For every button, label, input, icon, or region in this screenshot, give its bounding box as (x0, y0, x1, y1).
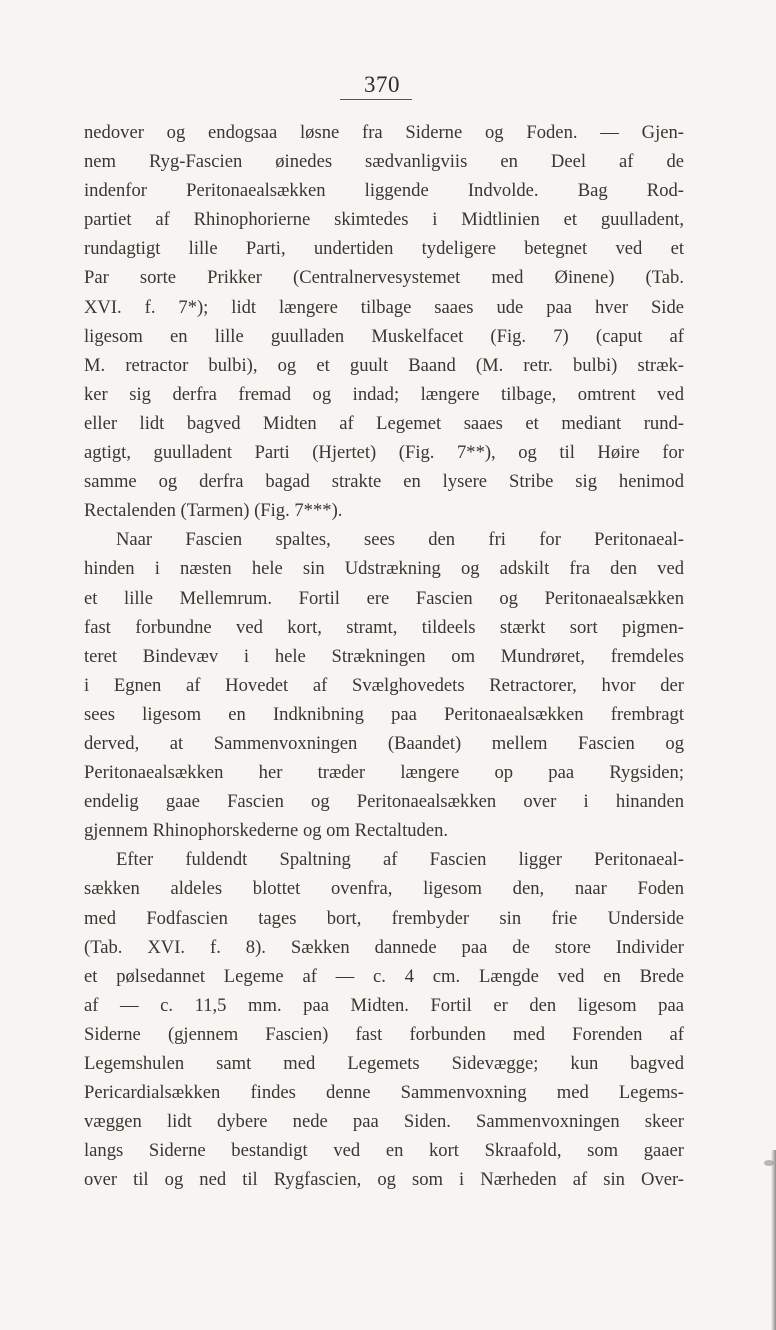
text-line: Rectalenden (Tarmen) (Fig. 7***). (84, 500, 343, 522)
text-line: derved, at Sammenvoxningen (Baandet) mellem Fascien og (84, 732, 684, 754)
text-line: ker sig derfra fremad og indad; længere tilbage, omtrent ved (84, 383, 684, 405)
page-number-rule (340, 99, 412, 100)
text-line: (Tab. XVI. f. 8). Sækken dannede paa de store Individer (84, 936, 684, 958)
text-line: Par sorte Prikker (Centralnervesystemet med Øinene) (Tab. (84, 267, 684, 289)
text-line: i Egnen af Hovedet af Svælghovedets Retractorer, hvor der (84, 674, 684, 696)
text-line: fast forbundne ved kort, stramt, tildeels stærkt sort pigmen- (84, 616, 684, 638)
text-line: hinden i næsten hele sin Udstrækning og adskilt fra den ved (84, 558, 684, 580)
text-line: teret Bindevæv i hele Strækningen om Mundrøret, fremdeles (84, 645, 684, 667)
scan-speck (764, 1160, 774, 1166)
text-line: med Fodfascien tages bort, frembyder sin frie Underside (84, 907, 684, 929)
text-line: et lille Mellemrum. Fortil ere Fascien og Peritonaealsækken (84, 587, 684, 609)
text-line: af — c. 11,5 mm. paa Midten. Fortil er den ligesom paa (84, 994, 684, 1016)
text-line: agtigt, guulladent Parti (Hjertet) (Fig. 7**), og til Høire for (84, 442, 684, 464)
text-line: rundagtigt lille Parti, undertiden tydeligere betegnet ved et (84, 238, 684, 260)
text-line: Pericardialsækken findes denne Sammenvoxning med Legems- (84, 1082, 684, 1104)
text-line: eller lidt bagved Midten af Legemet saaes et mediant rund- (84, 412, 684, 434)
body-text (84, 118, 684, 1194)
text-line: samme og derfra bagad strakte en lysere Stribe sig henimod (84, 471, 684, 493)
text-line: XVI. f. 7*); lidt længere tilbage saaes ude paa hver Side (84, 296, 684, 318)
text-line: nedover og endogsaa løsne fra Siderne og Foden. — Gjen- (84, 122, 684, 143)
page-number: 370 (364, 72, 400, 97)
text-line: partiet af Rhinophorierne skimtedes i Midtlinien et guulladent, (84, 209, 684, 231)
text-line: væggen lidt dybere nede paa Siden. Sammenvoxningen skeer (84, 1111, 684, 1133)
scan-edge-shadow (771, 1150, 776, 1330)
text-line: et pølsedannet Legeme af — c. 4 cm. Længde ved en Brede (84, 965, 684, 987)
text-line: ligesom en lille guulladen Muskelfacet (Fig. 7) (caput af (84, 325, 684, 347)
text-line: indenfor Peritonaealsækken liggende Indvolde. Bag Rod- (84, 180, 684, 202)
text-line: sees ligesom en Indknibning paa Peritonaealsækken frembragt (84, 703, 684, 725)
text-line: Naar Fascien spaltes, sees den fri for Peritonaeal- (116, 529, 684, 551)
text-line: sækken aldeles blottet ovenfra, ligesom den, naar Foden (84, 878, 684, 900)
text-line: nem Ryg-Fascien øinedes sædvanligviis en Deel af de (84, 151, 684, 173)
text-line: endelig gaae Fascien og Peritonaealsækken over i hinanden (84, 791, 684, 813)
text-line: M. retractor bulbi), og et guult Baand (M. retr. bulbi) stræk- (84, 354, 684, 376)
text-line: Siderne (gjennem Fascien) fast forbunden med Forenden af (84, 1023, 684, 1045)
text-line: Legemshulen samt med Legemets Sidevægge; kun bagved (84, 1053, 684, 1074)
text-line: gjennem Rhinophorskederne og om Rectaltuden. (84, 820, 449, 842)
text-line: Efter fuldendt Spaltning af Fascien ligger Peritonaeal- (116, 849, 684, 871)
text-line: langs Siderne bestandigt ved en kort Skraafold, som gaaer (84, 1140, 684, 1162)
text-line: Peritonaealsækken her træder længere op paa Rygsiden; (84, 762, 684, 784)
text-line: over til og ned til Rygfascien, og som i Nærheden af sin Over- (84, 1169, 684, 1191)
